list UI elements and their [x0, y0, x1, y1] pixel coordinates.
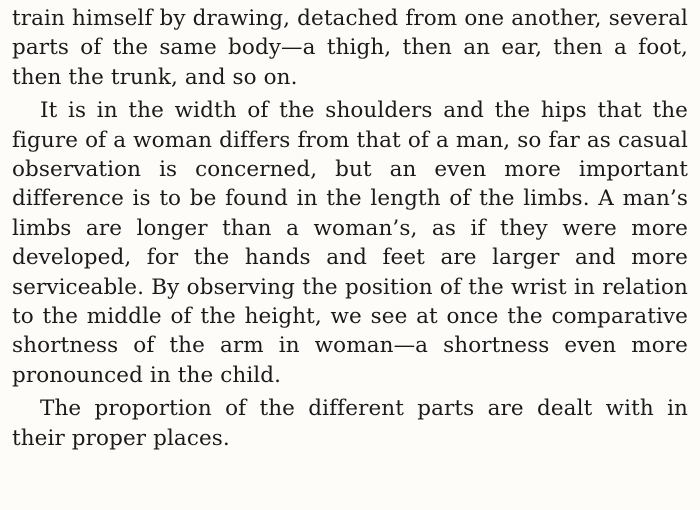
paragraph-continuation: train himself by drawing, detached from one another, several parts of the same body—a thigh, then an ear, then a foot, then the trunk, and so on.: [12, 6, 688, 90]
paragraph-proportions: It is in the width of the shoulders and the hips that the figure of a woman differs from that of a man, so far as casual observation is concerned, but an even more important difference is to be found in the length of the limbs. A man’s limbs are longer than a woman’s, as if they were more developed, for the hands and feet are larger and more serviceable. By observing the position of the wrist in relation to the middle of the height, we see at once the comparative shortness of the arm in woman—a shortness even more pronounced in the child.: [12, 98, 688, 388]
page-text: [12, 4, 688, 453]
paragraph-closing: The proportion of the different parts are dealt with in their proper places.: [12, 396, 688, 451]
